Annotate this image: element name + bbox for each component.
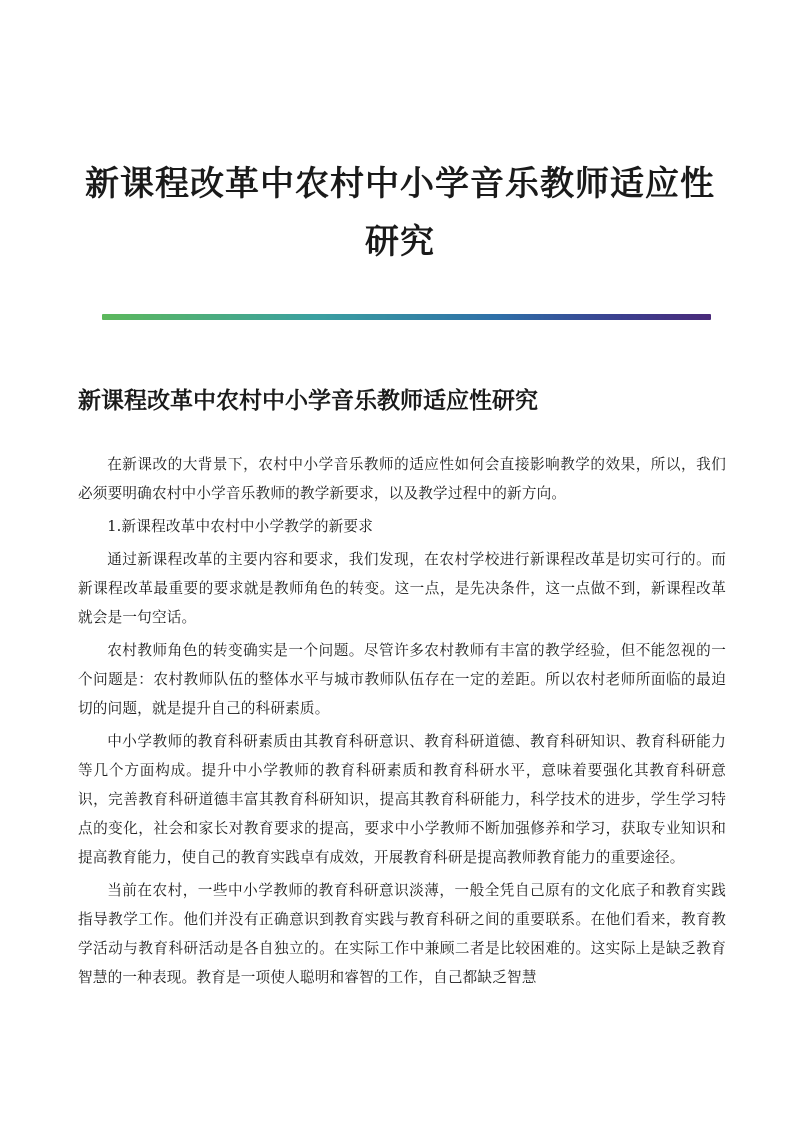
paragraph: 当前在农村，一些中小学教师的教育科研意识淡薄，一般全凭自己原有的文化底子和教育实践指导教学工作。他们并没有正确意识到教育实践与教育科研之间的重要联系。在他们看来，教育教学活动与教育科研活动是各自独立的。在实际工作中兼顾二者是比较困难的。这实际上是缺乏教育智慧的一种表现。教育是一项使人聪明和睿智的工作，自己都缺乏智慧	[78, 882, 726, 986]
paragraph: 农村教师角色的转变确实是一个问题。尽管许多农村教师有丰富的教学经验，但不能忽视的一个问题是：农村教师队伍的整体水平与城市教师队伍存在一定的差距。所以农村老师所面临的最迫切的问题，就是提升自己的科研素质。	[78, 642, 726, 717]
title-divider-rule	[102, 314, 711, 320]
numbered-subheading: 1.新课程改革中农村中小学教学的新要求	[107, 518, 374, 535]
document-body	[78, 450, 726, 996]
document-title: 新课程改革中农村中小学音乐教师适应性研究	[85, 164, 715, 262]
paragraph: 中小学教师的教育科研素质由其教育科研意识、教育科研道德、教育科研知识、教育科研能力等几个方面构成。提升中小学教师的教育科研素质和教育科研水平，意味着要强化其教育科研意识，完善教育科研道德丰富其教育科研知识，提高其教育科研能力，科学技术的进步，学生学习特点的变化，社会和家长对教育要求的提高，要求中小学教师不断加强修养和学习，获取专业知识和提高教育能力，使自己的教育实践卓有成效，开展教育科研是提高教师教育能力的重要途径。	[78, 733, 726, 866]
section-heading: 新课程改革中农村中小学音乐教师适应性研究	[78, 387, 538, 414]
paragraph-intro: 在新课改的大背景下，农村中小学音乐教师的适应性如何会直接影响教学的效果，所以，我们必须要明确农村中小学音乐教师的教学新要求，以及教学过程中的新方向。	[78, 456, 726, 502]
paragraph: 通过新课程改革的主要内容和要求，我们发现，在农村学校进行新课程改革是切实可行的。而新课程改革最重要的要求就是教师角色的转变。这一点，是先决条件，这一点做不到，新课程改革就会是一句空话。	[78, 551, 726, 626]
